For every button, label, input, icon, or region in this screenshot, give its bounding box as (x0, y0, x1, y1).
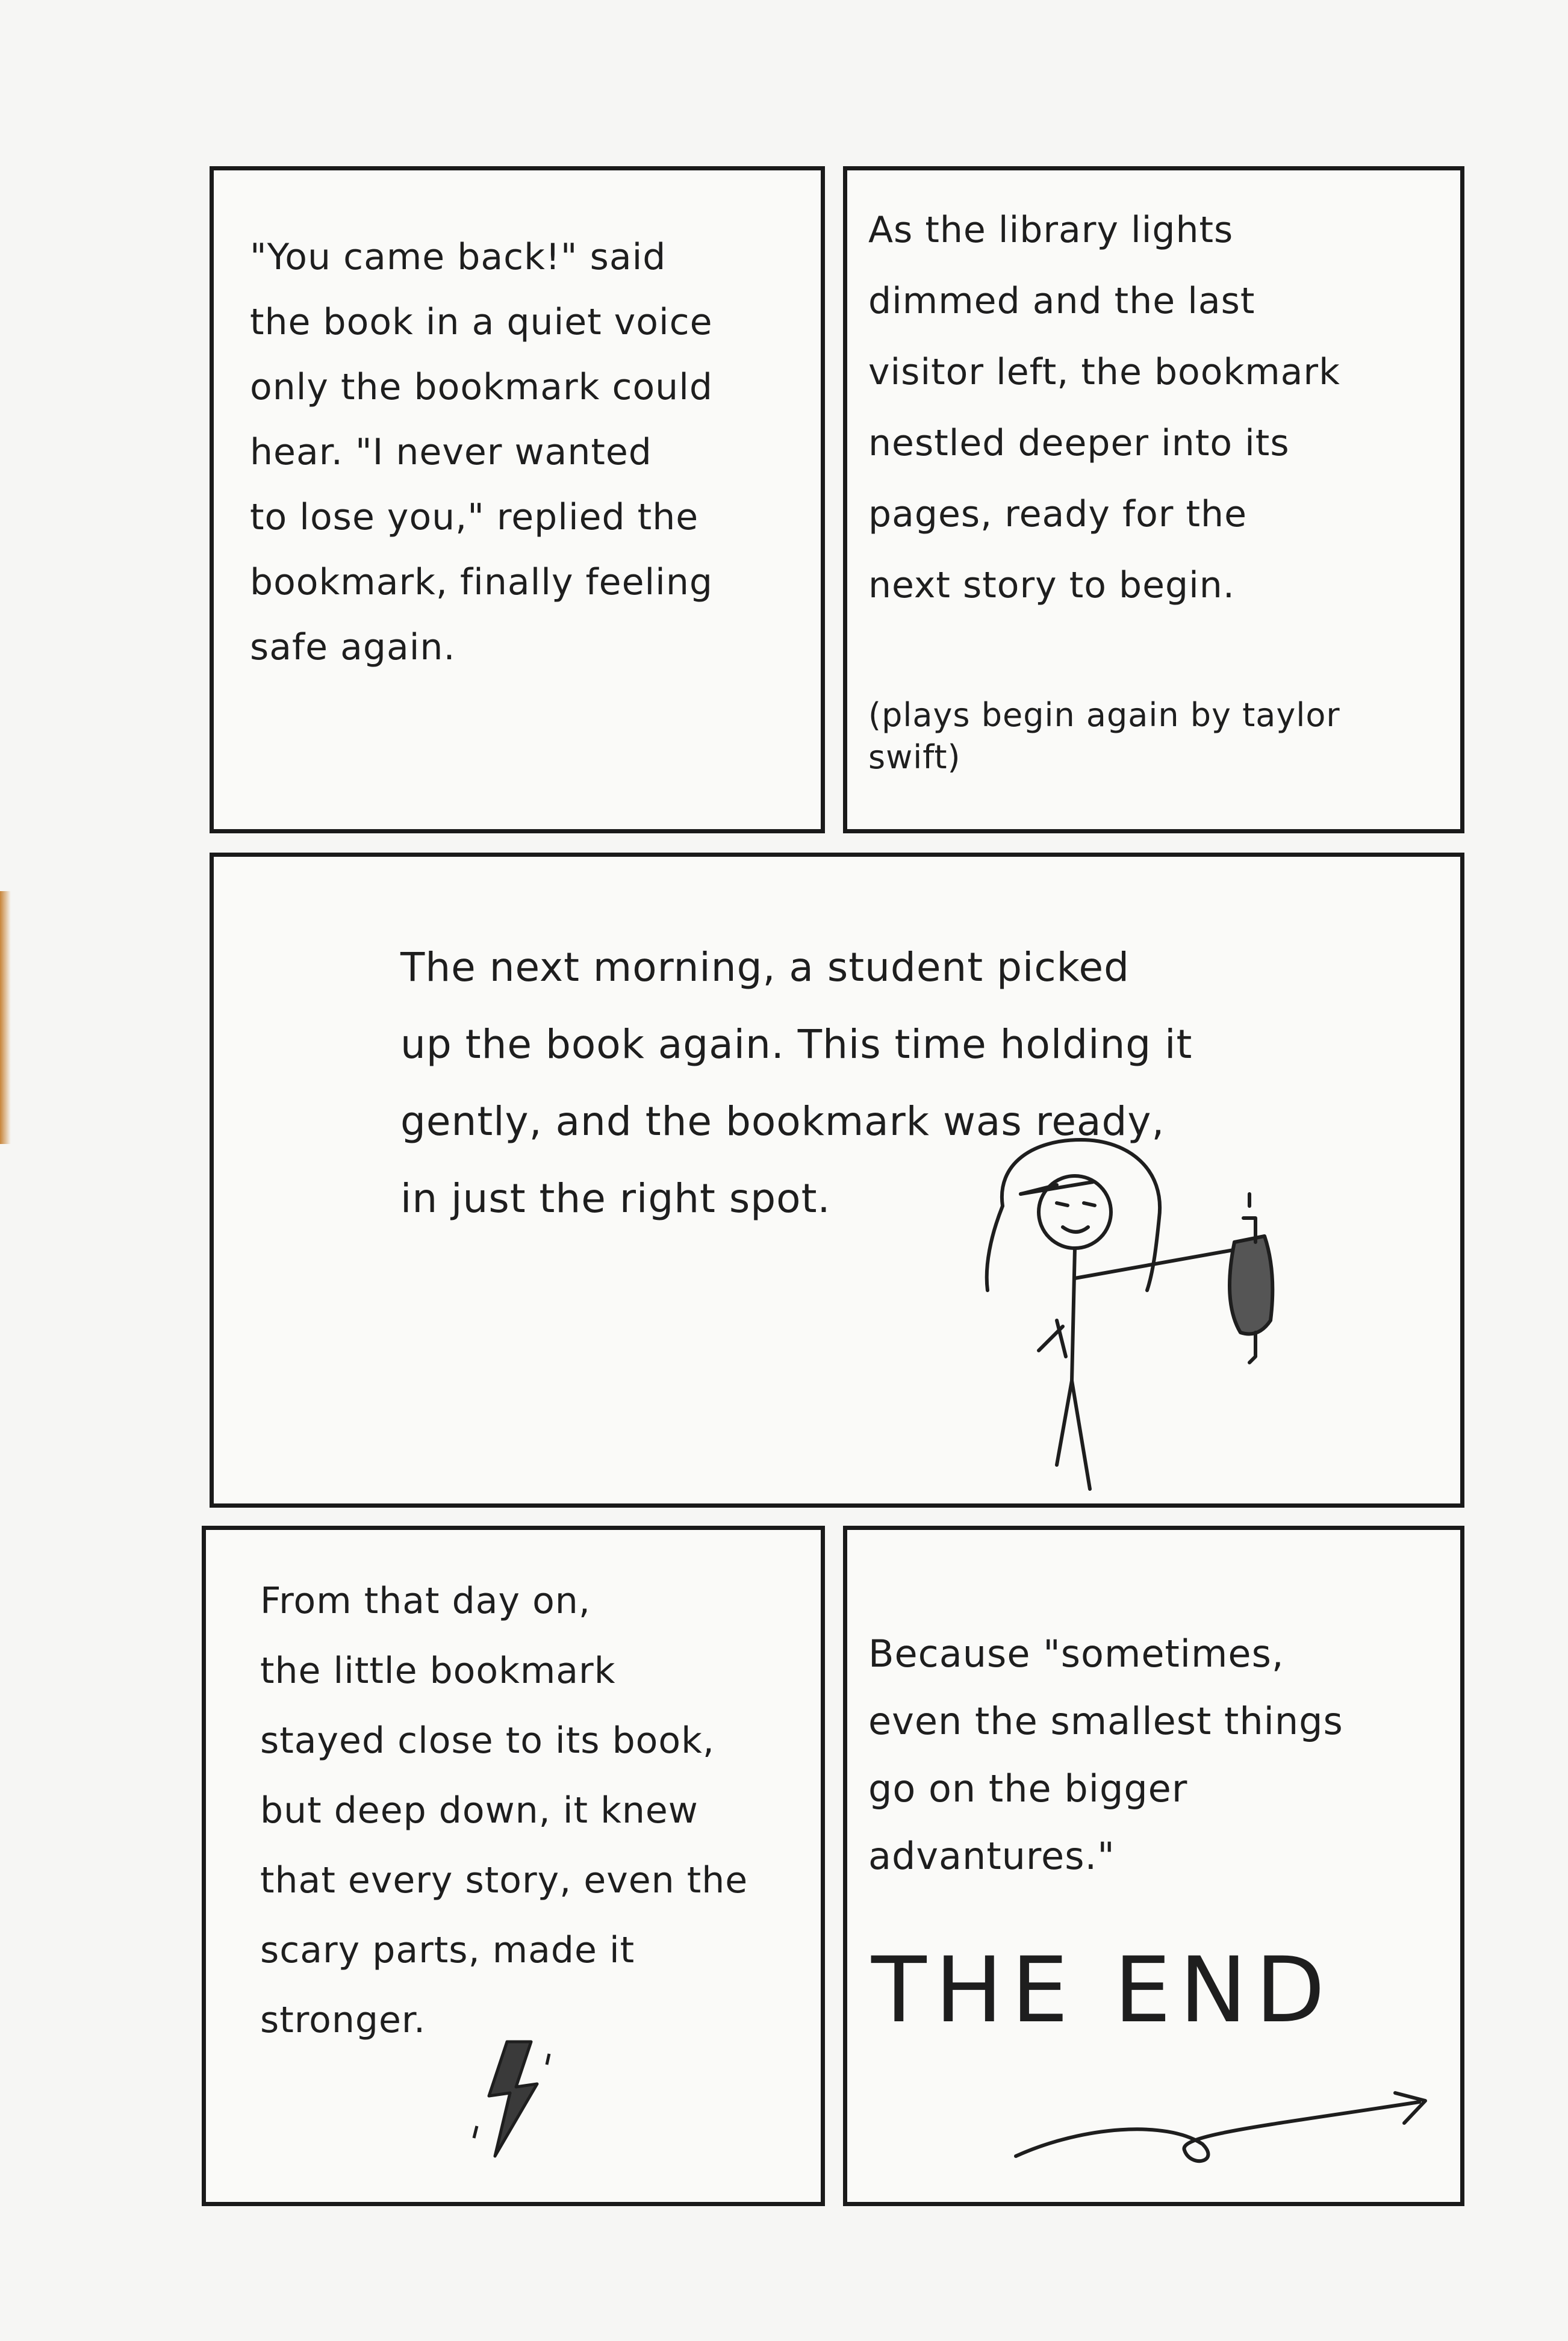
panel-1-text: "You came back!" said the book in a quiet voice only the bookmark could hear. "I never wanted to lose you," replied the bookmark, finally feeling safe again. (250, 236, 713, 668)
comic-panel-3 (210, 853, 1464, 1508)
loop-arrow-icon (1010, 2078, 1443, 2180)
comic-panel-2 (843, 166, 1464, 833)
the-end-title: THE END (871, 1938, 1334, 2043)
comic-panel-1 (210, 166, 825, 833)
comic-panel-5 (843, 1526, 1464, 2206)
page-edge (0, 891, 11, 1144)
song-credit: (plays begin again by taylor swift) (868, 696, 1340, 776)
comic-panel-4 (202, 1526, 825, 2206)
panel-2-text: As the library lights dimmed and the last visitor left, the bookmark nestled deeper into its pages, ready for the next story to begin. (868, 209, 1340, 606)
lightning-bolt-icon (465, 2036, 561, 2162)
closing-quote: Because "sometimes, even the smallest things go on the bigger advantures." (868, 1632, 1343, 1878)
panel-4-text: From that day on, the little bookmark stayed close to its book, but deep down, it knew that every story, even the scary parts, made it stronger. (260, 1580, 748, 2041)
panel-3-text: The next morning, a student picked up the book again. This time holding it gently, and the bookmark was ready, in just the right spot. (400, 944, 1193, 1222)
stick-figure-student-icon (960, 1128, 1334, 1513)
